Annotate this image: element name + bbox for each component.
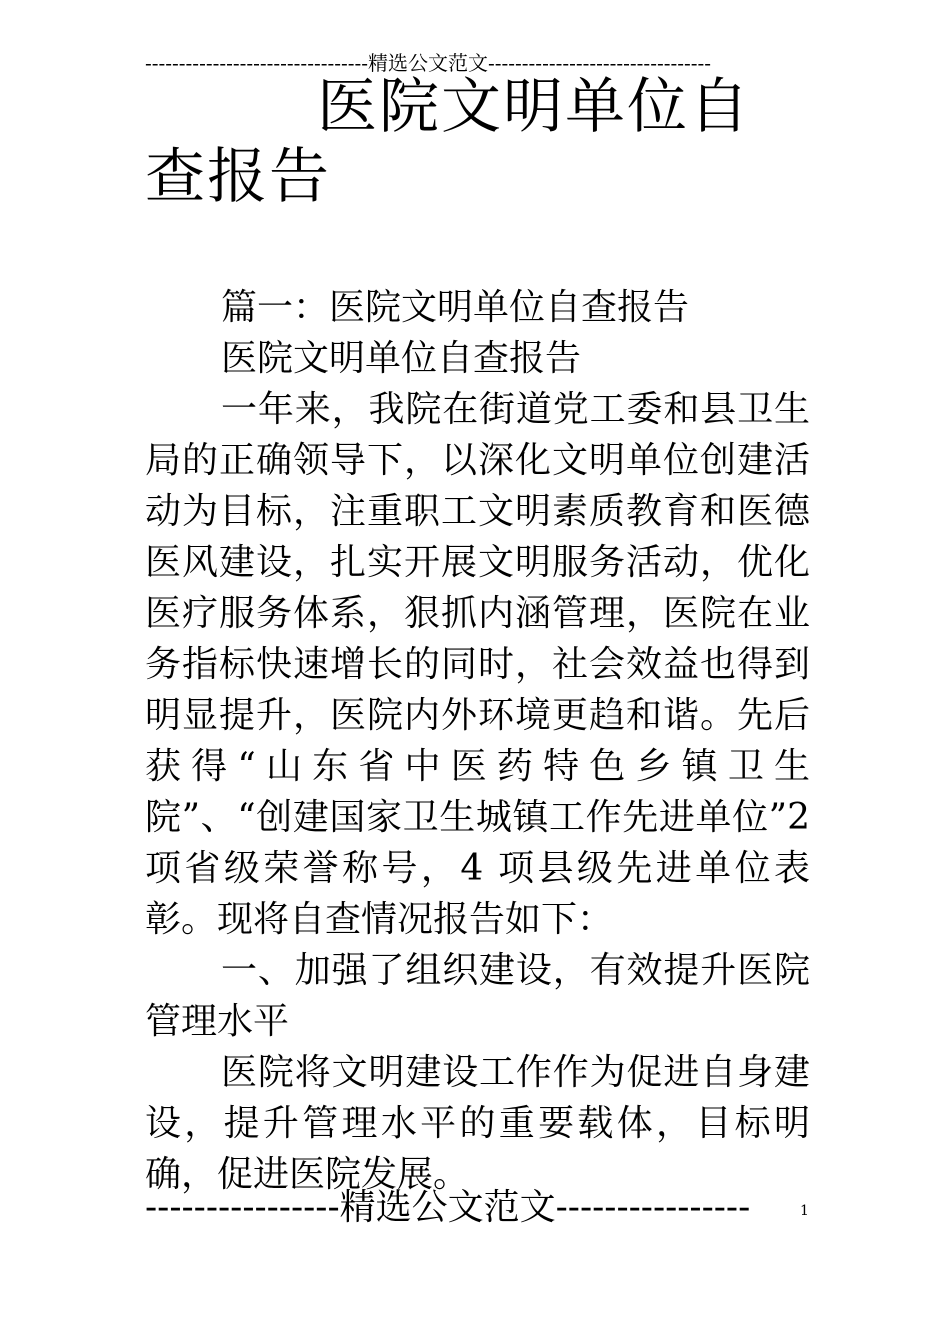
body-paragraph: 一年来，我院在街道党工委和县卫生局的正确领导下，以深化文明单位创建活动为目标，注重职工文明素质教育和医德医风建设，扎实开展文明服务活动，优化医疗服务体系，狠抓内涵管理，医院在业务指标快速增长的同时，社会效益也得到明显提升，医院内外环境更趋和谐。先后获得“山东省中医药特色乡镇卫生院”、“创建国家卫生城镇工作先进单位”2 项省级荣誉称号，4 项县级先进单位表彰。现将自查情况报告如下： — [145, 389, 810, 940]
subtitle: 医院文明单位自查报告 — [221, 338, 582, 379]
document-title: 医院文明单位自查报告 — [145, 72, 751, 212]
section-heading: 一、加强了组织建设，有效提升医院管理水平 — [145, 950, 810, 1042]
section-heading: 篇一：医院文明单位自查报告 — [221, 287, 690, 328]
page-header: ---------------------------------精选公文范文--------------------------------- — [145, 51, 712, 75]
body-paragraph: 医院将文明建设工作作为促进自身建设，提升管理水平的重要载体，目标明确，促进医院发展。 — [145, 1052, 810, 1195]
page-footer: ----------------精选公文范文---------------- — [145, 1187, 751, 1228]
page-number: 1 — [800, 1203, 809, 1219]
document-body — [145, 282, 810, 1200]
